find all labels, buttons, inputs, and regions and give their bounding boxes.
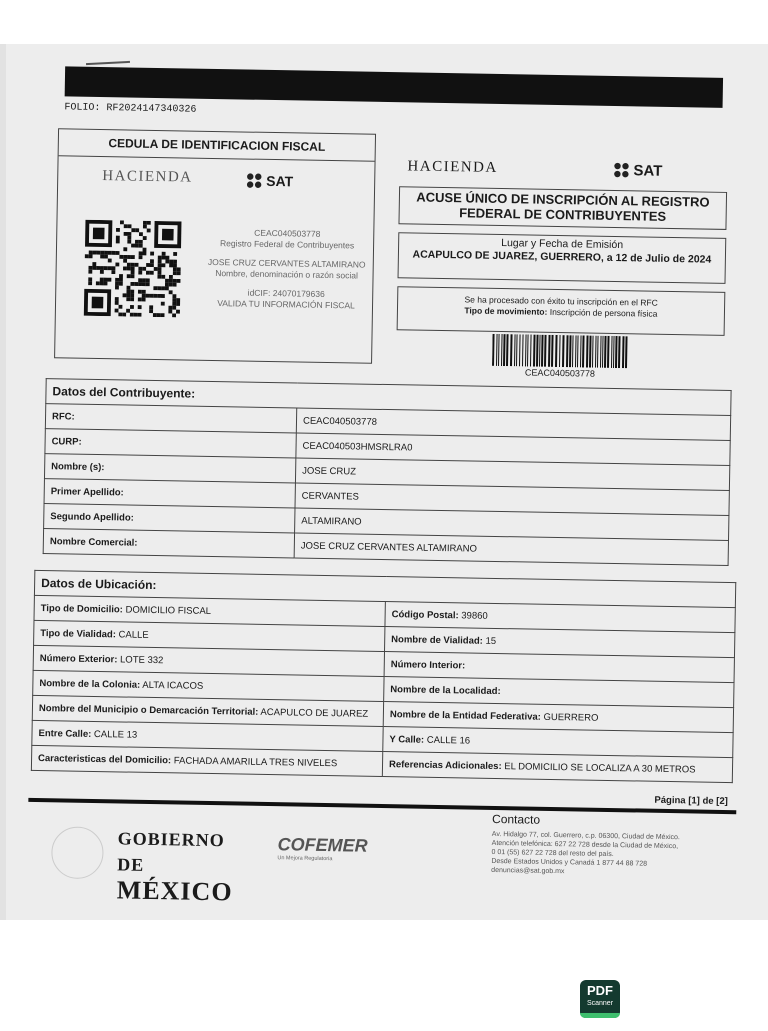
field-label: Segundo Apellido: xyxy=(44,504,295,533)
field-value: FACHADA AMARILLA TRES NIVELES xyxy=(174,755,338,769)
sat-dots-icon xyxy=(613,162,629,178)
field-value: CALLE 16 xyxy=(427,734,470,746)
sat-label: SAT xyxy=(633,162,662,180)
field-label: Entre Calle: xyxy=(38,728,91,740)
field-label: Nombre de la Entidad Federativa: xyxy=(390,709,541,723)
gobierno-logo xyxy=(51,820,252,883)
contact-title: Contacto xyxy=(492,812,724,830)
cedula-info xyxy=(206,227,367,312)
emission-label: Lugar y Fecha de Emisión xyxy=(399,235,725,254)
qr-code-icon xyxy=(80,220,186,318)
field-cell xyxy=(382,752,732,783)
field-value: CEAC040503778 xyxy=(296,408,730,441)
contribuyente-table xyxy=(43,378,732,566)
field-value: ALTA ICACOS xyxy=(142,679,203,691)
contact-block xyxy=(491,812,724,879)
field-label: Primer Apellido: xyxy=(44,479,295,508)
field-value: EL DOMICILIO SE LOCALIZA A 30 METROS xyxy=(504,761,695,775)
contact-line: Desde Estados Unidos y Canadá 1 877 44 88 728 xyxy=(491,857,723,870)
cofemer-name: COFEMER xyxy=(277,834,347,856)
page-number: Página [1] de [2] xyxy=(654,795,728,807)
field-value: CALLE xyxy=(118,629,148,641)
field-value: JOSE CRUZ xyxy=(295,458,729,491)
ubicacion-table xyxy=(31,570,736,783)
field-label: Nombre Comercial: xyxy=(43,529,294,558)
process-box xyxy=(397,286,726,336)
field-label: Tipo de Vialidad: xyxy=(40,628,116,640)
gobierno-line2: MÉXICO xyxy=(117,877,251,905)
field-value: CALLE 13 xyxy=(94,728,137,740)
acuse-title: ACUSE ÚNICO DE INSCRIPCIÓN AL REGISTRO FEDERAL DE CONTRIBUYENTES xyxy=(398,186,727,230)
field-label: Nombre de Vialidad: xyxy=(391,634,483,647)
field-label: Y Calle: xyxy=(389,734,424,746)
badge-line2: Scanner xyxy=(580,999,620,1008)
sat-logo xyxy=(613,162,662,180)
contact-line: Av. Hidalgo 77, col. Guerrero, c.p. 06300, Ciudad de México. xyxy=(492,830,724,843)
gobierno-text xyxy=(117,825,252,905)
footer-divider xyxy=(28,798,736,814)
field-label: CURP: xyxy=(45,429,296,458)
field-label: Tipo de Domicilio: xyxy=(41,603,123,615)
contribuyente-title: Datos del Contribuyente: xyxy=(46,379,731,416)
cedula-card xyxy=(54,128,376,364)
acuse-logos xyxy=(407,158,727,188)
field-value: ALTAMIRANO xyxy=(295,508,729,541)
field-label: Nombre de la Localidad: xyxy=(390,684,501,697)
cedula-idcif: idCIF: 24070179636 xyxy=(206,287,366,301)
movement-label: Tipo de movimiento: xyxy=(464,305,547,316)
field-label: Código Postal: xyxy=(392,609,459,621)
field-cell xyxy=(31,745,382,776)
barcode-text: CEAC040503778 xyxy=(492,367,628,379)
field-value: 15 xyxy=(485,635,496,646)
cedula-registro: Registro Federal de Contribuyentes xyxy=(207,238,367,252)
field-label: Número Exterior: xyxy=(40,653,118,665)
field-value: ACAPULCO DE JUAREZ xyxy=(260,706,368,719)
hacienda-logo-small: HACIENDA xyxy=(102,168,193,187)
sat-dots-icon xyxy=(246,173,262,189)
redaction-bar xyxy=(65,66,723,107)
folio-number: FOLIO: RF2024147340326 xyxy=(64,102,196,115)
emission-value: ACAPULCO DE JUAREZ, GUERRERO, a 12 de Julio de 2024 xyxy=(399,248,725,267)
field-value: 39860 xyxy=(461,610,488,621)
cedula-valida: VALIDA TU INFORMACIÓN FISCAL xyxy=(206,298,366,312)
sat-label: SAT xyxy=(266,173,293,189)
sat-logo-small xyxy=(246,173,293,190)
contact-line: denuncias@sat.gob.mx xyxy=(491,866,723,879)
field-label: Número Interior: xyxy=(391,659,466,671)
field-value: CERVANTES xyxy=(295,483,729,516)
movement-value: Inscripción de persona física xyxy=(550,307,658,319)
field-value: GUERRERO xyxy=(543,711,598,723)
cofemer-logo xyxy=(277,834,348,869)
pdf-scanner-badge[interactable] xyxy=(580,980,620,1018)
field-label: RFC: xyxy=(45,404,296,433)
field-value: CEAC040503HMSRLRA0 xyxy=(296,433,730,466)
ubicacion-title: Datos de Ubicación: xyxy=(34,570,735,607)
field-label: Referencias Adicionales: xyxy=(389,759,502,772)
seal-icon xyxy=(51,826,104,879)
gobierno-line1: GOBIERNO DE xyxy=(117,825,252,879)
barcode-icon xyxy=(492,334,629,368)
contact-line: 0 01 (55) 627 22 728 del resto del país. xyxy=(491,848,723,861)
cofemer-sub: Un Mejora Regulatoria xyxy=(277,855,347,862)
field-value: DOMICILIO FISCAL xyxy=(125,604,211,616)
hacienda-logo: HACIENDA xyxy=(407,158,498,177)
field-value: JOSE CRUZ CERVANTES ALTAMIRANO xyxy=(294,533,728,566)
badge-stripe xyxy=(580,1013,620,1018)
field-label: Nombre de la Colonia: xyxy=(39,678,140,691)
field-label: Nombre (s): xyxy=(44,454,295,483)
field-value: LOTE 332 xyxy=(120,654,163,666)
badge-line1: PDF xyxy=(580,980,620,999)
process-text: Se ha procesado con éxito tu inscripción en el RFC xyxy=(398,293,724,310)
contact-line: Atención telefónica: 627 22 728 desde la Ciudad de México, xyxy=(492,839,724,852)
cedula-rfc: CEAC040503778 xyxy=(207,227,367,241)
emission-box xyxy=(398,232,727,284)
cedula-title: CEDULA DE IDENTIFICACION FISCAL xyxy=(59,129,375,162)
field-label: Caracteristicas del Domicilio: xyxy=(38,753,171,766)
field-label: Nombre del Municipio o Demarcación Territorial: xyxy=(39,703,259,718)
cedula-name-caption: Nombre, denominación o razón social xyxy=(206,268,366,282)
cedula-name: JOSE CRUZ CERVANTES ALTAMIRANO xyxy=(207,257,367,271)
